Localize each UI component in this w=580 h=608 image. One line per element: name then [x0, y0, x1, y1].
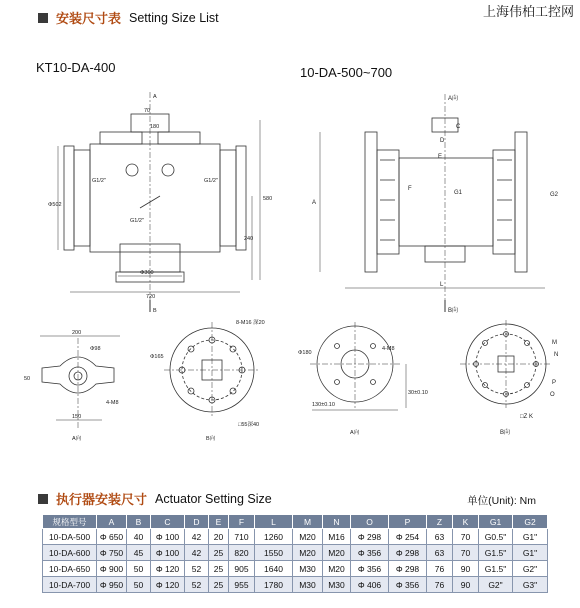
d3-label-200: 200 — [72, 330, 82, 336]
table-cell: 70 — [453, 529, 479, 545]
d5-label-30: 30±0.10 — [408, 390, 428, 396]
d2-label-g1: G1 — [454, 190, 463, 196]
d6-label-o: O — [550, 392, 555, 398]
col-header: K — [453, 515, 479, 529]
table-cell: M16 — [323, 529, 351, 545]
d5-label-a-view: A向 — [350, 430, 360, 436]
table-cell: 52 — [185, 561, 209, 577]
table-cell: 63 — [427, 529, 453, 545]
table-cell: Φ 356 — [351, 545, 389, 561]
drawing-b-view-large — [460, 320, 552, 408]
drawing-b-view-flange — [164, 322, 260, 418]
col-header: 规格型号 — [43, 515, 97, 529]
d3-label-150: 150 — [72, 414, 82, 420]
d5-label-130: 130±0.10 — [312, 402, 335, 408]
table-cell: M30 — [293, 577, 323, 593]
d1-label-g-left: G1/2" — [92, 178, 106, 184]
table-cell: Φ 298 — [389, 545, 427, 561]
model-label-left: KT10-DA-400 — [36, 60, 116, 75]
table-cell: G3" — [513, 577, 548, 593]
d2-label-c: C — [456, 124, 461, 130]
d2-label-d: D — [440, 138, 445, 144]
table-cell: 820 — [229, 545, 255, 561]
d1-label-dia502: Φ502 — [48, 202, 62, 208]
d2-label-e: E — [438, 154, 443, 160]
table-cell: M20 — [323, 545, 351, 561]
d4-label-8m16: 8-M16 深20 — [236, 320, 265, 326]
d6-label-zk: □Z K — [520, 414, 533, 420]
table-cell: 10-DA-500 — [43, 529, 97, 545]
table-cell: Φ 650 — [97, 529, 127, 545]
d1-label-720: 720 — [146, 294, 156, 300]
col-header: O — [351, 515, 389, 529]
col-header: G1 — [479, 515, 513, 529]
table-cell: Φ 406 — [351, 577, 389, 593]
table-cell: Φ 298 — [351, 529, 389, 545]
d2-label-g2: G2 — [550, 192, 559, 198]
table-cell: 10-DA-700 — [43, 577, 97, 593]
table-cell: 1260 — [255, 529, 293, 545]
table-cell: 52 — [185, 577, 209, 593]
table-cell: 25 — [209, 577, 229, 593]
col-header: E — [209, 515, 229, 529]
table-cell: 905 — [229, 561, 255, 577]
col-header: A — [97, 515, 127, 529]
d2-label-b-view: B向 — [448, 308, 459, 314]
table-cell: M30 — [293, 561, 323, 577]
table-cell: 710 — [229, 529, 255, 545]
table-cell: M20 — [293, 529, 323, 545]
table-cell: 90 — [453, 577, 479, 593]
d2-label-l: L — [440, 282, 444, 288]
table-cell: 10-DA-650 — [43, 561, 97, 577]
table-row — [43, 561, 548, 577]
table-cell: 25 — [209, 545, 229, 561]
table-cell: M30 — [323, 577, 351, 593]
table-cell: M20 — [323, 561, 351, 577]
table-cell: 90 — [453, 561, 479, 577]
table-cell: 50 — [127, 561, 151, 577]
table-cell: Φ 298 — [389, 561, 427, 577]
table-cell: Φ 100 — [151, 545, 185, 561]
d5-label-dia180: Φ180 — [298, 350, 312, 356]
d1-label-dia300: Φ300 — [140, 270, 154, 276]
d1-label-580: 580 — [263, 196, 273, 202]
col-header: N — [323, 515, 351, 529]
table-row — [43, 577, 548, 593]
d3-label-4m8: 4-M8 — [106, 400, 119, 406]
table-cell: 955 — [229, 577, 255, 593]
section-actuator-size — [38, 489, 272, 508]
table-cell: G2" — [479, 577, 513, 593]
table-cell: 40 — [127, 529, 151, 545]
model-label-right: 10-DA-500~700 — [300, 65, 393, 80]
d1-label-g-center: G1/2" — [130, 218, 144, 224]
table-cell: 1550 — [255, 545, 293, 561]
table-row — [43, 529, 548, 545]
d1-label-70: 70 — [144, 108, 151, 114]
unit-label: 单位(Unit): Nm — [467, 495, 536, 507]
table-cell: Φ 356 — [389, 577, 427, 593]
col-header: B — [127, 515, 151, 529]
drawing-10da-front — [320, 94, 545, 312]
section-title-cn: 执行器安装尺寸 — [56, 493, 148, 508]
table-cell: 10-DA-600 — [43, 545, 97, 561]
table-cell: Φ 900 — [97, 561, 127, 577]
table-cell: G1.5" — [479, 561, 513, 577]
d3-label-50: 50 — [24, 376, 31, 382]
d2-label-a-view: A向 — [448, 96, 459, 102]
watermark: 上海伟柏工控网 — [482, 4, 574, 19]
d1-label-180: 180 — [150, 124, 160, 130]
table-cell: 50 — [127, 577, 151, 593]
table-cell: Φ 100 — [151, 529, 185, 545]
table-cell: 20 — [209, 529, 229, 545]
drawing-a-view-large — [310, 322, 406, 410]
col-header: D — [185, 515, 209, 529]
section-title-cn: 安装尺寸表 — [56, 12, 122, 27]
d6-label-n: N — [554, 352, 559, 358]
table-row — [43, 545, 548, 561]
d4-label-square55: □55深40 — [238, 422, 260, 428]
section-title-en: Setting Size List — [129, 10, 219, 25]
col-header: C — [151, 515, 185, 529]
d6-label-m: M — [552, 340, 557, 346]
d3-label-a-view: A向 — [72, 436, 82, 442]
table-cell: 42 — [185, 529, 209, 545]
table-cell: 42 — [185, 545, 209, 561]
col-header: F — [229, 515, 255, 529]
table-cell: G1" — [513, 529, 548, 545]
table-cell: M20 — [293, 545, 323, 561]
table-cell: Φ 950 — [97, 577, 127, 593]
table-cell: 45 — [127, 545, 151, 561]
table-cell: 76 — [427, 577, 453, 593]
d6-label-p: P — [552, 380, 557, 386]
d6-label-b-view: B向 — [500, 430, 511, 436]
table-cell: Φ 254 — [389, 529, 427, 545]
d5-label-4m8: 4-M8 — [382, 346, 395, 352]
table-cell: G1" — [513, 545, 548, 561]
col-header: G2 — [513, 515, 548, 529]
section-bullet-icon — [38, 494, 48, 504]
table-header-row — [43, 515, 548, 529]
d4-label-b-view: B向 — [206, 436, 216, 442]
actuator-size-table — [42, 514, 548, 593]
table-cell: Φ 120 — [151, 561, 185, 577]
d3-label-dia98: Φ98 — [90, 346, 101, 352]
table-cell: 25 — [209, 561, 229, 577]
d1-label-240: 240 — [244, 236, 254, 242]
section-title-en: Actuator Setting Size — [155, 491, 272, 506]
table-cell: 63 — [427, 545, 453, 561]
table-cell: Φ 120 — [151, 577, 185, 593]
table-cell: G2" — [513, 561, 548, 577]
table-cell: Φ 356 — [351, 561, 389, 577]
col-header: M — [293, 515, 323, 529]
table-cell: G0.5" — [479, 529, 513, 545]
d1-label-g-right: G1/2" — [204, 178, 218, 184]
col-header: P — [389, 515, 427, 529]
d4-label-dia165: Φ165 — [150, 354, 164, 360]
d2-label-f: F — [408, 186, 412, 192]
table-cell: 1780 — [255, 577, 293, 593]
col-header: Z — [427, 515, 453, 529]
col-header: L — [255, 515, 293, 529]
table-cell: 1640 — [255, 561, 293, 577]
d1-label-b: B — [153, 308, 157, 314]
table-cell: G1.5" — [479, 545, 513, 561]
d2-label-a: A — [312, 200, 317, 206]
table-cell: 76 — [427, 561, 453, 577]
table-cell: 70 — [453, 545, 479, 561]
table-cell: Φ 750 — [97, 545, 127, 561]
d1-label-a: A — [153, 94, 157, 100]
